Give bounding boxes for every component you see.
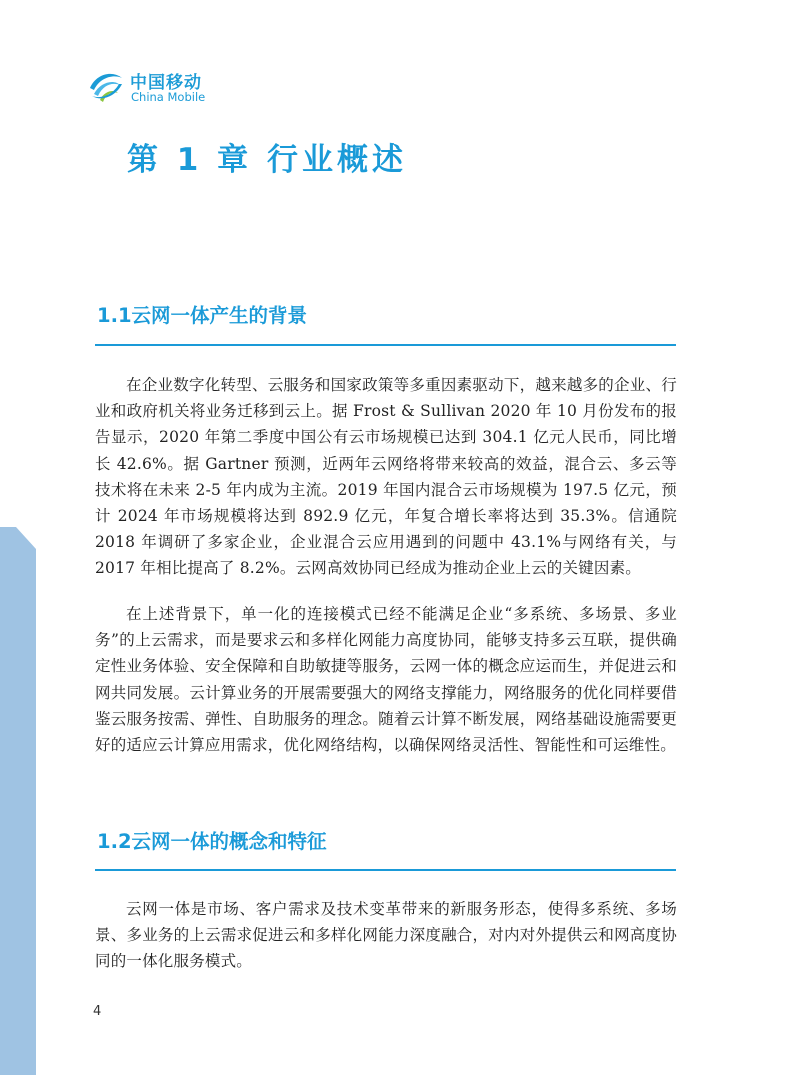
page-number: 4	[93, 1004, 102, 1019]
section-title-1-2: 1.2云网一体的概念和特征	[97, 830, 327, 853]
logo-name-en: China Mobile	[131, 90, 206, 104]
section-title-1-1: 1.1云网一体产生的背景	[97, 304, 308, 327]
section-divider-1-2	[95, 869, 676, 871]
china-mobile-logo	[86, 64, 216, 108]
side-tab-decoration	[0, 527, 36, 1075]
section-1-2-paragraph-1: 云网一体是市场、客户需求及技术变革带来的新服务形态，使得多系统、多场景、多业务的上云需求促进云和多样化网能力深度融合，对内对外提供云和网高度协同的一体化服务模式。	[95, 900, 677, 971]
chapter-title: 第 1 章 行业概述	[127, 142, 407, 178]
section-divider-1-1	[95, 344, 676, 346]
china-mobile-logo-icon	[86, 66, 126, 106]
logo-name-cn: 中国移动	[130, 73, 202, 93]
section-1-1-paragraph-2: 在上述背景下，单一化的连接模式已经不能满足企业“多系统、多场景、多业务”的上云需求，而是要求云和多样化网能力高度协同，能够支持多云互联，提供确定性业务体验、安全保障和自助敏捷等服务，云网一体的概念应运而生，并促进云和网共同发展。云计算业务的开展需要强大的网络支撑能力，网络服务的优化同样要借鉴云服务按需、弹性、自助服务的理念。随着云计算不断发展，网络基础设施需要更好的适应云计算应用需求，优化网络结构，以确保网络灵活性、智能性和可运维性。	[95, 605, 677, 755]
section-1-1-paragraph-1: 在企业数字化转型、云服务和国家政策等多重因素驱动下，越来越多的企业、行业和政府机关将业务迁移到云上。据 Frost & Sullivan 2020 年 10 月份发布的报告显示，2020 年第二季度中国公有云市场规模已达到 304.1 亿元人民币，同比增长 42.6%。据 Gartner 预测，近两年云网络将带来较高的效益，混合云、多云等技术将在未来 2-5 年内成为主流。2019 年国内混合云市场规模为 197.5 亿元，预计 2024 年市场规模将达到 892.9 亿元，年复合增长率将达到 35.3%。信通院 2018 年调研了多家企业，企业混合云应用遇到的问题中 43.1%与网络有关，与 2017 年相比提高了 8.2%。云网高效协同已经成为推动企业上云的关键因素。	[95, 376, 677, 578]
